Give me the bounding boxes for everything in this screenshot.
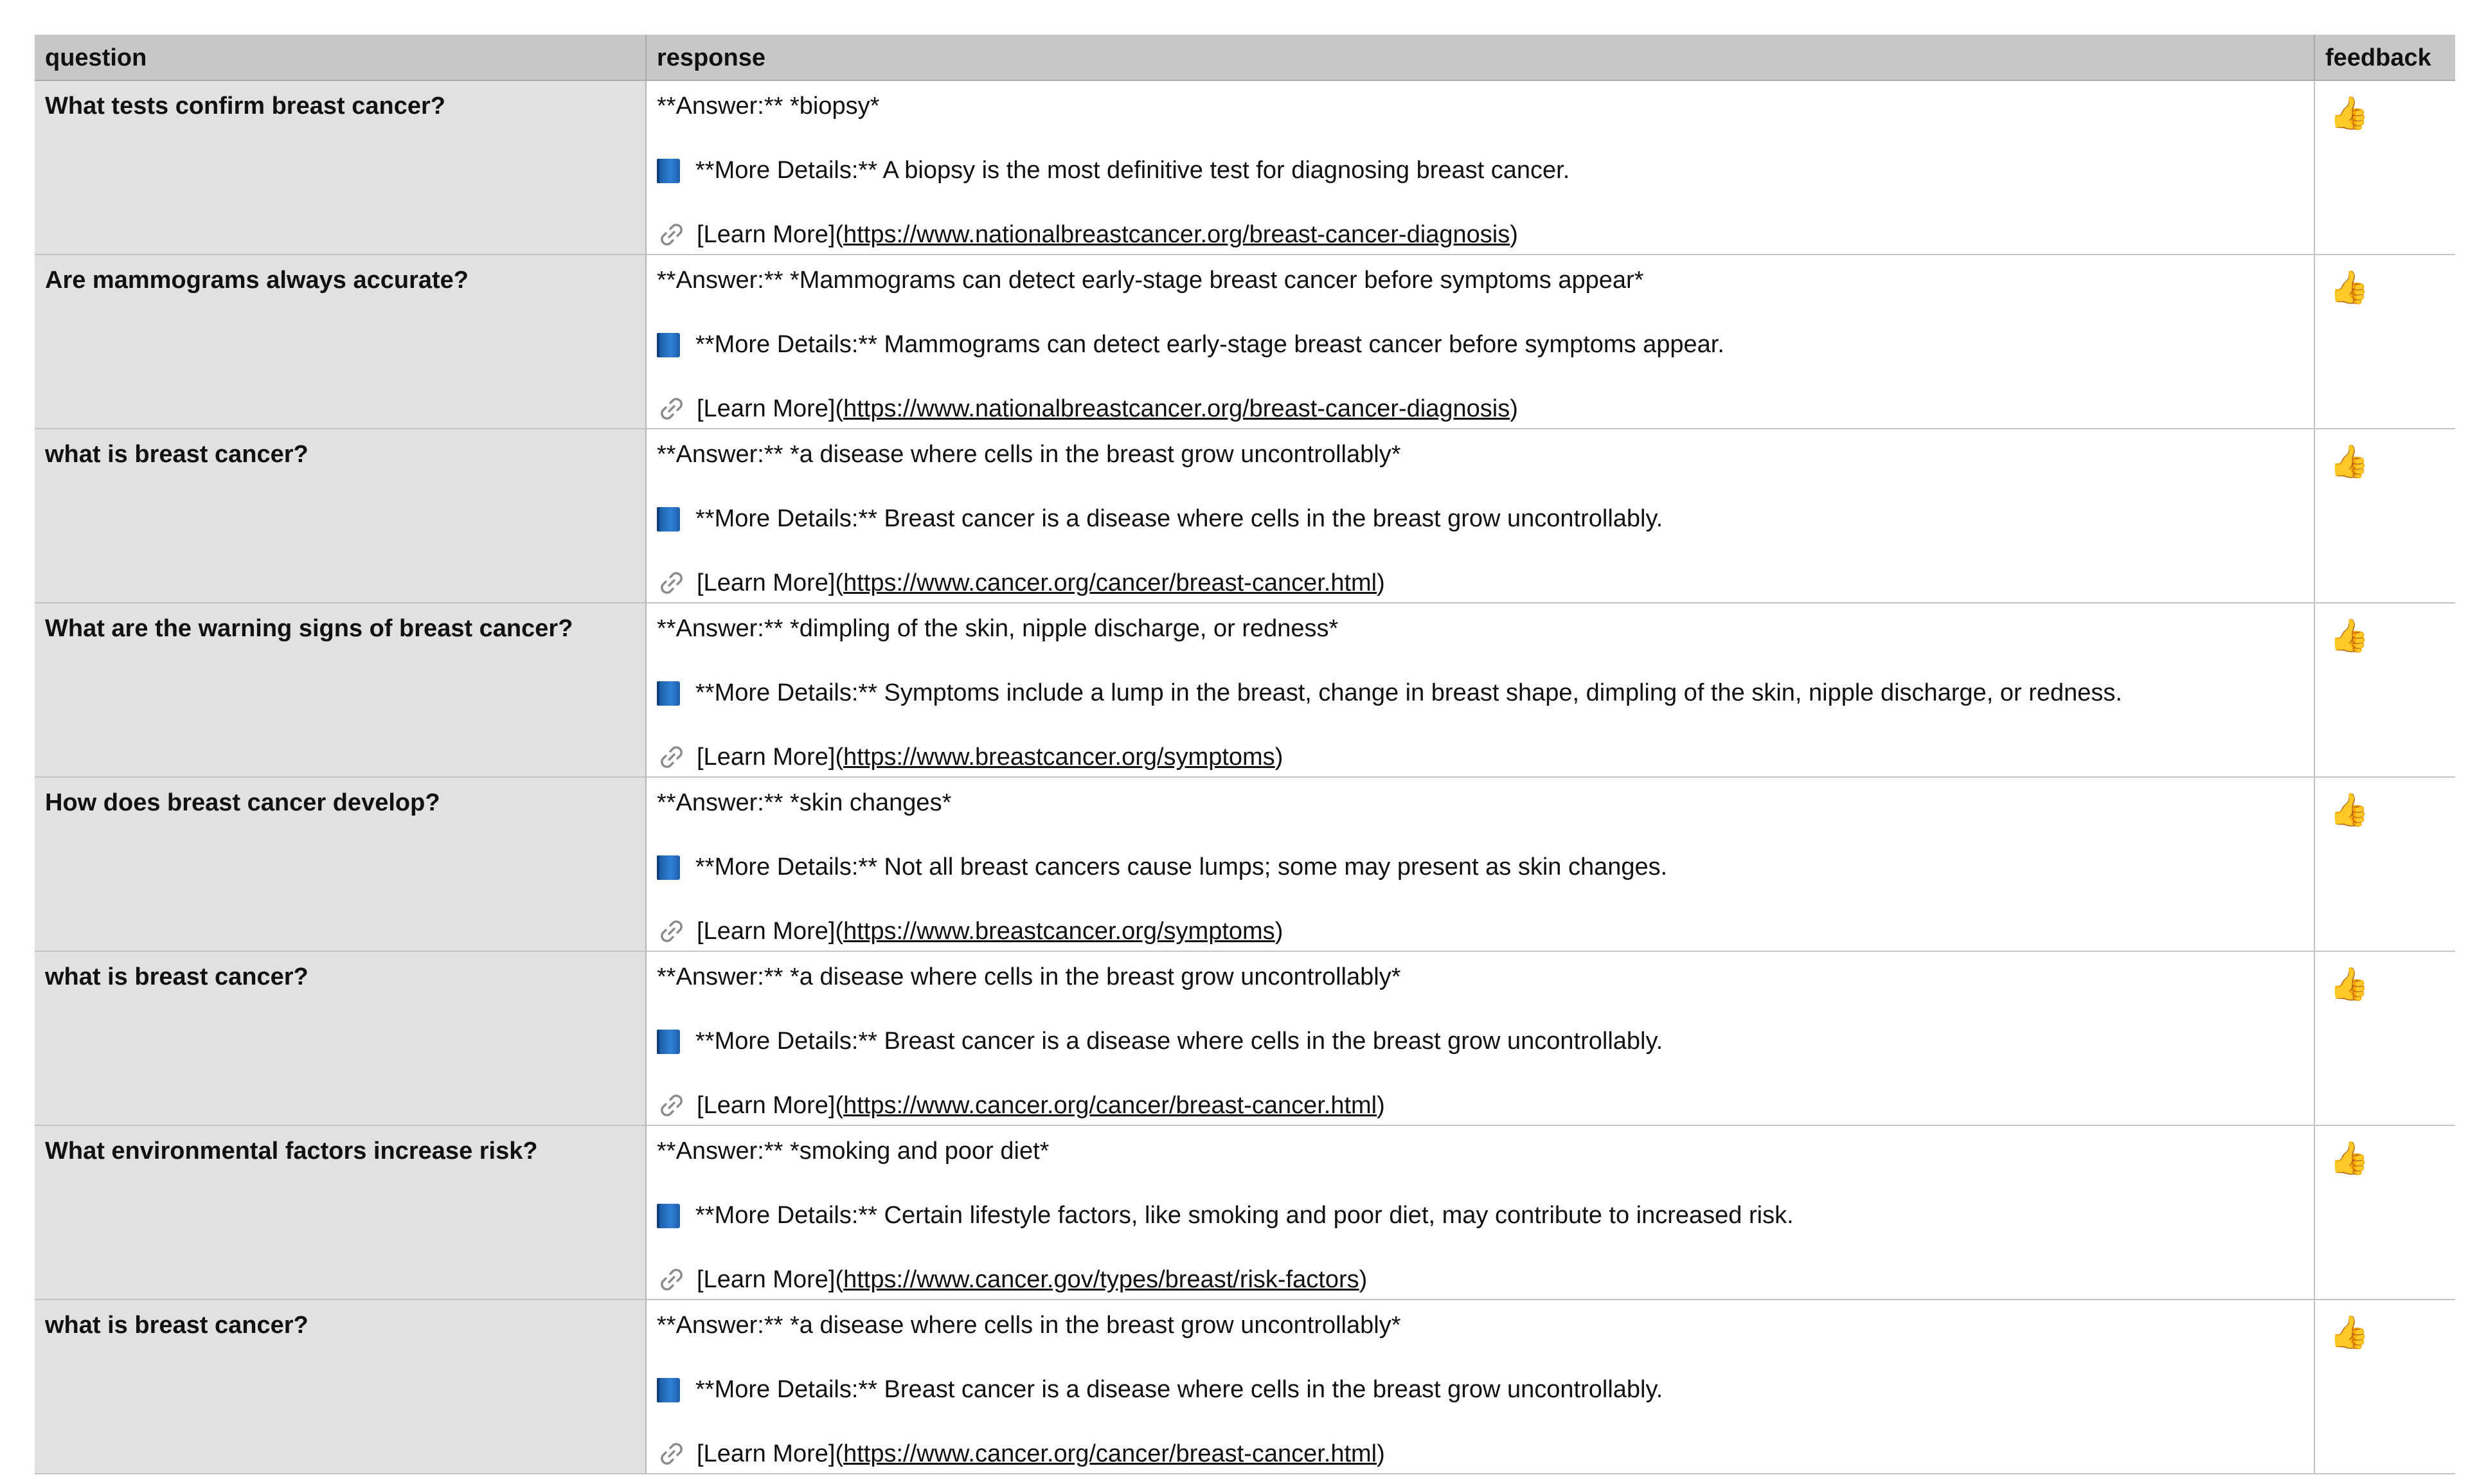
feedback-cell (2315, 81, 2455, 255)
learn-more-link[interactable]: https://www.cancer.org/cancer/breast-cancer.html (843, 569, 1377, 596)
learn-more-link[interactable]: https://www.cancer.org/cancer/breast-cancer.html (843, 1440, 1377, 1467)
blue-book-icon (657, 679, 680, 706)
feedback-cell (2315, 1126, 2455, 1300)
answer-line (657, 1308, 2303, 1343)
question-text: what is breast cancer? (45, 441, 309, 468)
details-line (657, 1198, 2303, 1233)
blue-book-icon (657, 1028, 680, 1055)
details-line (657, 501, 2303, 536)
answer-text: **Answer:** *biopsy* (657, 93, 880, 120)
question-text: What environmental factors increase risk? (45, 1138, 538, 1165)
answer-line (657, 785, 2303, 820)
response-cell[interactable] (647, 778, 2315, 952)
learn-more-line (657, 1262, 2303, 1297)
learn-more-line (657, 740, 2303, 774)
learn-more-suffix: ) (1274, 918, 1283, 945)
learn-more-line (657, 1088, 2303, 1123)
details-line (657, 675, 2303, 710)
question-cell[interactable] (35, 429, 647, 603)
answer-text: **Answer:** *a disease where cells in the breast grow uncontrollably* (657, 441, 1401, 468)
link-icon (657, 742, 686, 772)
feedback-cell (2315, 255, 2455, 429)
question-cell[interactable] (35, 81, 647, 255)
answer-text: **Answer:** *dimpling of the skin, nipple discharge, or redness* (657, 615, 1339, 642)
details-line (657, 850, 2303, 884)
feedback-cell (2315, 429, 2455, 603)
answer-line (657, 437, 2303, 472)
response-cell[interactable] (647, 1300, 2315, 1474)
thumbs-up-icon[interactable]: 👍 (2329, 95, 2370, 131)
thumbs-up-icon[interactable]: 👍 (2329, 792, 2370, 828)
answer-text: **Answer:** *skin changes* (657, 789, 952, 816)
answer-line (657, 611, 2303, 646)
thumbs-up-icon[interactable]: 👍 (2329, 966, 2370, 1002)
thumbs-up-icon[interactable]: 👍 (2329, 618, 2370, 654)
details-text: **More Details:** Breast cancer is a disease where cells in the breast grow uncontrollably. (695, 1376, 1663, 1403)
response-cell[interactable] (647, 81, 2315, 255)
link-icon (657, 394, 686, 424)
answer-text: **Answer:** *a disease where cells in the breast grow uncontrollably* (657, 963, 1401, 990)
blue-book-icon (657, 1202, 680, 1229)
answer-line (657, 263, 2303, 298)
answer-text: **Answer:** *a disease where cells in the breast grow uncontrollably* (657, 1312, 1401, 1339)
learn-more-prefix: [Learn More]( (697, 744, 844, 771)
learn-more-suffix: ) (1377, 1092, 1385, 1119)
learn-more-line (657, 217, 2303, 252)
details-text: **More Details:** A biopsy is the most definitive test for diagnosing breast cancer. (695, 157, 1570, 184)
link-icon (657, 916, 686, 946)
details-line (657, 1024, 2303, 1059)
details-text: **More Details:** Breast cancer is a disease where cells in the breast grow uncontrollably. (695, 505, 1663, 532)
question-cell[interactable] (35, 1300, 647, 1474)
learn-more-line (657, 914, 2303, 949)
question-text: Are mammograms always accurate? (45, 267, 469, 294)
learn-more-link[interactable]: https://www.nationalbreastcancer.org/breast-cancer-diagnosis (843, 221, 1510, 248)
question-cell[interactable] (35, 952, 647, 1126)
results-sheet (35, 35, 2455, 1467)
question-text: what is breast cancer? (45, 963, 309, 990)
question-text: How does breast cancer develop? (45, 789, 440, 816)
link-icon (657, 1091, 686, 1120)
learn-more-link[interactable]: https://www.cancer.gov/types/breast/risk-factors (843, 1266, 1359, 1293)
learn-more-line (657, 391, 2303, 426)
question-text: What are the warning signs of breast cancer? (45, 615, 573, 642)
results-table (35, 35, 2455, 1474)
question-cell[interactable] (35, 1126, 647, 1300)
response-cell[interactable] (647, 603, 2315, 778)
column-header-response[interactable]: response (647, 35, 2315, 81)
details-line (657, 1372, 2303, 1407)
column-header-question[interactable]: question (35, 35, 647, 81)
learn-more-prefix: [Learn More]( (697, 918, 844, 945)
learn-more-line (657, 566, 2303, 600)
question-text: What tests confirm breast cancer? (45, 93, 445, 120)
learn-more-prefix: [Learn More]( (697, 1092, 844, 1119)
learn-more-suffix: ) (1359, 1266, 1368, 1293)
answer-line (657, 1134, 2303, 1168)
answer-text: **Answer:** *Mammograms can detect early-stage breast cancer before symptoms appear* (657, 267, 1644, 294)
details-text: **More Details:** Not all breast cancers cause lumps; some may present as skin changes. (695, 854, 1668, 881)
thumbs-up-icon[interactable]: 👍 (2329, 1140, 2370, 1176)
learn-more-link[interactable]: https://www.cancer.org/cancer/breast-cancer.html (843, 1092, 1377, 1119)
blue-book-icon (657, 505, 680, 532)
learn-more-prefix: [Learn More]( (697, 569, 844, 596)
feedback-cell (2315, 1300, 2455, 1474)
blue-book-icon (657, 331, 680, 358)
details-line (657, 153, 2303, 188)
response-cell[interactable] (647, 429, 2315, 603)
response-cell[interactable] (647, 952, 2315, 1126)
answer-line (657, 89, 2303, 123)
learn-more-line (657, 1436, 2303, 1471)
learn-more-prefix: [Learn More]( (697, 395, 844, 422)
details-text: **More Details:** Certain lifestyle factors, like smoking and poor diet, may contribute to increased risk. (695, 1202, 1794, 1229)
question-cell[interactable] (35, 255, 647, 429)
question-cell[interactable] (35, 778, 647, 952)
response-cell[interactable] (647, 1126, 2315, 1300)
details-text: **More Details:** Mammograms can detect early-stage breast cancer before symptoms appear. (695, 331, 1724, 358)
learn-more-link[interactable]: https://www.breastcancer.org/symptoms (843, 918, 1275, 945)
learn-more-suffix: ) (1274, 744, 1283, 771)
answer-line (657, 960, 2303, 994)
learn-more-prefix: [Learn More]( (697, 1440, 844, 1467)
blue-book-icon (657, 854, 680, 881)
thumbs-up-icon[interactable]: 👍 (2329, 269, 2370, 305)
learn-more-link[interactable]: https://www.nationalbreastcancer.org/breast-cancer-diagnosis (843, 395, 1510, 422)
learn-more-prefix: [Learn More]( (697, 1266, 844, 1293)
details-text: **More Details:** Symptoms include a lump in the breast, change in breast shape, dimpling of the skin, nipple discharge, or redness. (695, 679, 2122, 706)
learn-more-prefix: [Learn More]( (697, 221, 844, 248)
details-line (657, 327, 2303, 362)
feedback-cell (2315, 952, 2455, 1126)
link-icon (657, 220, 686, 249)
column-header-feedback[interactable]: feedback (2315, 35, 2455, 81)
blue-book-icon (657, 157, 680, 184)
details-text: **More Details:** Breast cancer is a disease where cells in the breast grow uncontrollably. (695, 1028, 1663, 1055)
answer-text: **Answer:** *smoking and poor diet* (657, 1138, 1050, 1165)
question-cell[interactable] (35, 603, 647, 778)
learn-more-suffix: ) (1377, 569, 1385, 596)
thumbs-up-icon[interactable]: 👍 (2329, 443, 2370, 479)
blue-book-icon (657, 1376, 680, 1403)
link-icon (657, 1439, 686, 1469)
learn-more-suffix: ) (1510, 395, 1518, 422)
learn-more-suffix: ) (1377, 1440, 1385, 1467)
question-text: what is breast cancer? (45, 1312, 309, 1339)
thumbs-up-icon[interactable]: 👍 (2329, 1314, 2370, 1350)
feedback-cell (2315, 603, 2455, 778)
response-cell[interactable] (647, 255, 2315, 429)
link-icon (657, 568, 686, 598)
learn-more-suffix: ) (1510, 221, 1518, 248)
feedback-cell (2315, 778, 2455, 952)
learn-more-link[interactable]: https://www.breastcancer.org/symptoms (843, 744, 1275, 771)
link-icon (657, 1265, 686, 1294)
